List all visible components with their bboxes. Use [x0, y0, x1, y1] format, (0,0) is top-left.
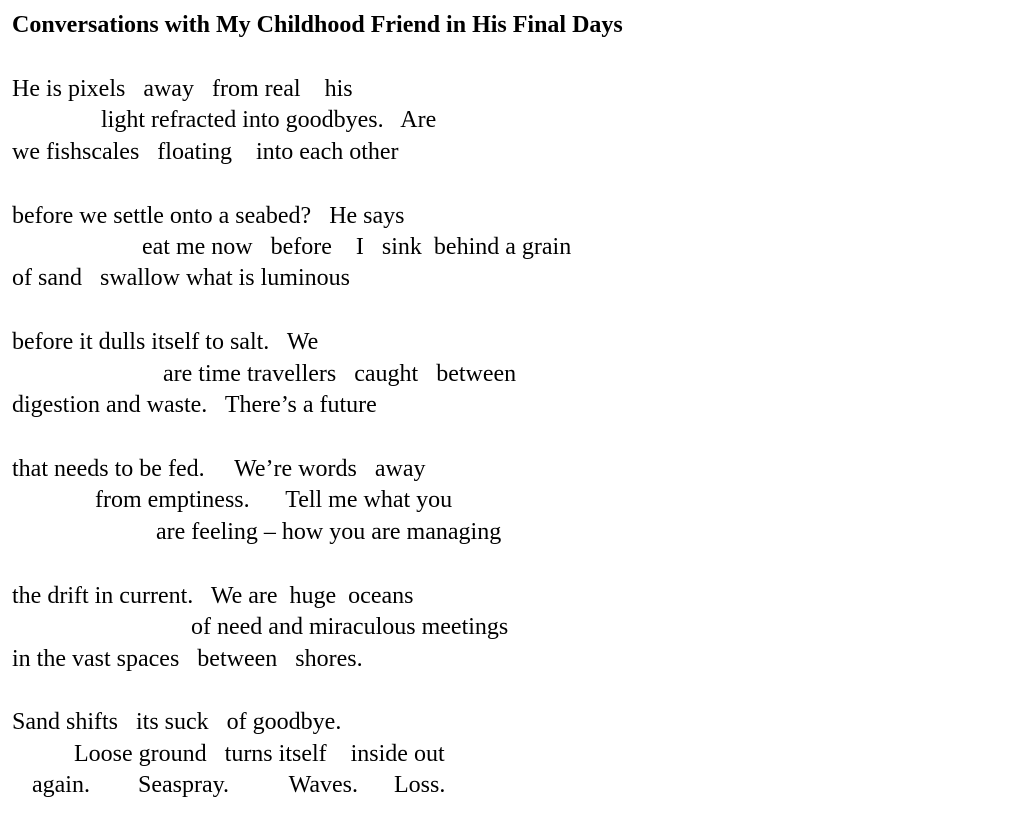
poem-line: Sand shifts its suck of goodbye.	[12, 709, 342, 735]
poem-line: Loose ground turns itself inside out	[74, 741, 445, 767]
poem-title: Conversations with My Childhood Friend in His Final Days	[12, 12, 623, 38]
poem-line: before it dulls itself to salt. We	[12, 329, 319, 355]
poem-line: digestion and waste. There’s a future	[12, 392, 377, 418]
poem-line: light refracted into goodbyes. Are	[101, 107, 437, 133]
poem-line: the drift in current. We are huge oceans	[12, 583, 414, 609]
poem-line: we fishscales floating into each other	[12, 139, 399, 165]
poem-line: that needs to be fed. We’re words away	[12, 456, 426, 482]
poem-line: eat me now before I sink behind a grain	[142, 234, 572, 260]
poem-line: are feeling – how you are managing	[156, 519, 502, 545]
poem-line: from emptiness. Tell me what you	[95, 487, 453, 513]
poem-line: in the vast spaces between shores.	[12, 646, 363, 672]
poem-line: of need and miraculous meetings	[191, 614, 509, 640]
poem-line: before we settle onto a seabed? He says	[12, 203, 405, 229]
poem-line: are time travellers caught between	[163, 361, 517, 387]
poem-line: again. Seaspray. Waves. Loss.	[32, 772, 446, 798]
poem-line: He is pixels away from real his	[12, 76, 353, 102]
poem-line: of sand swallow what is luminous	[12, 265, 350, 291]
